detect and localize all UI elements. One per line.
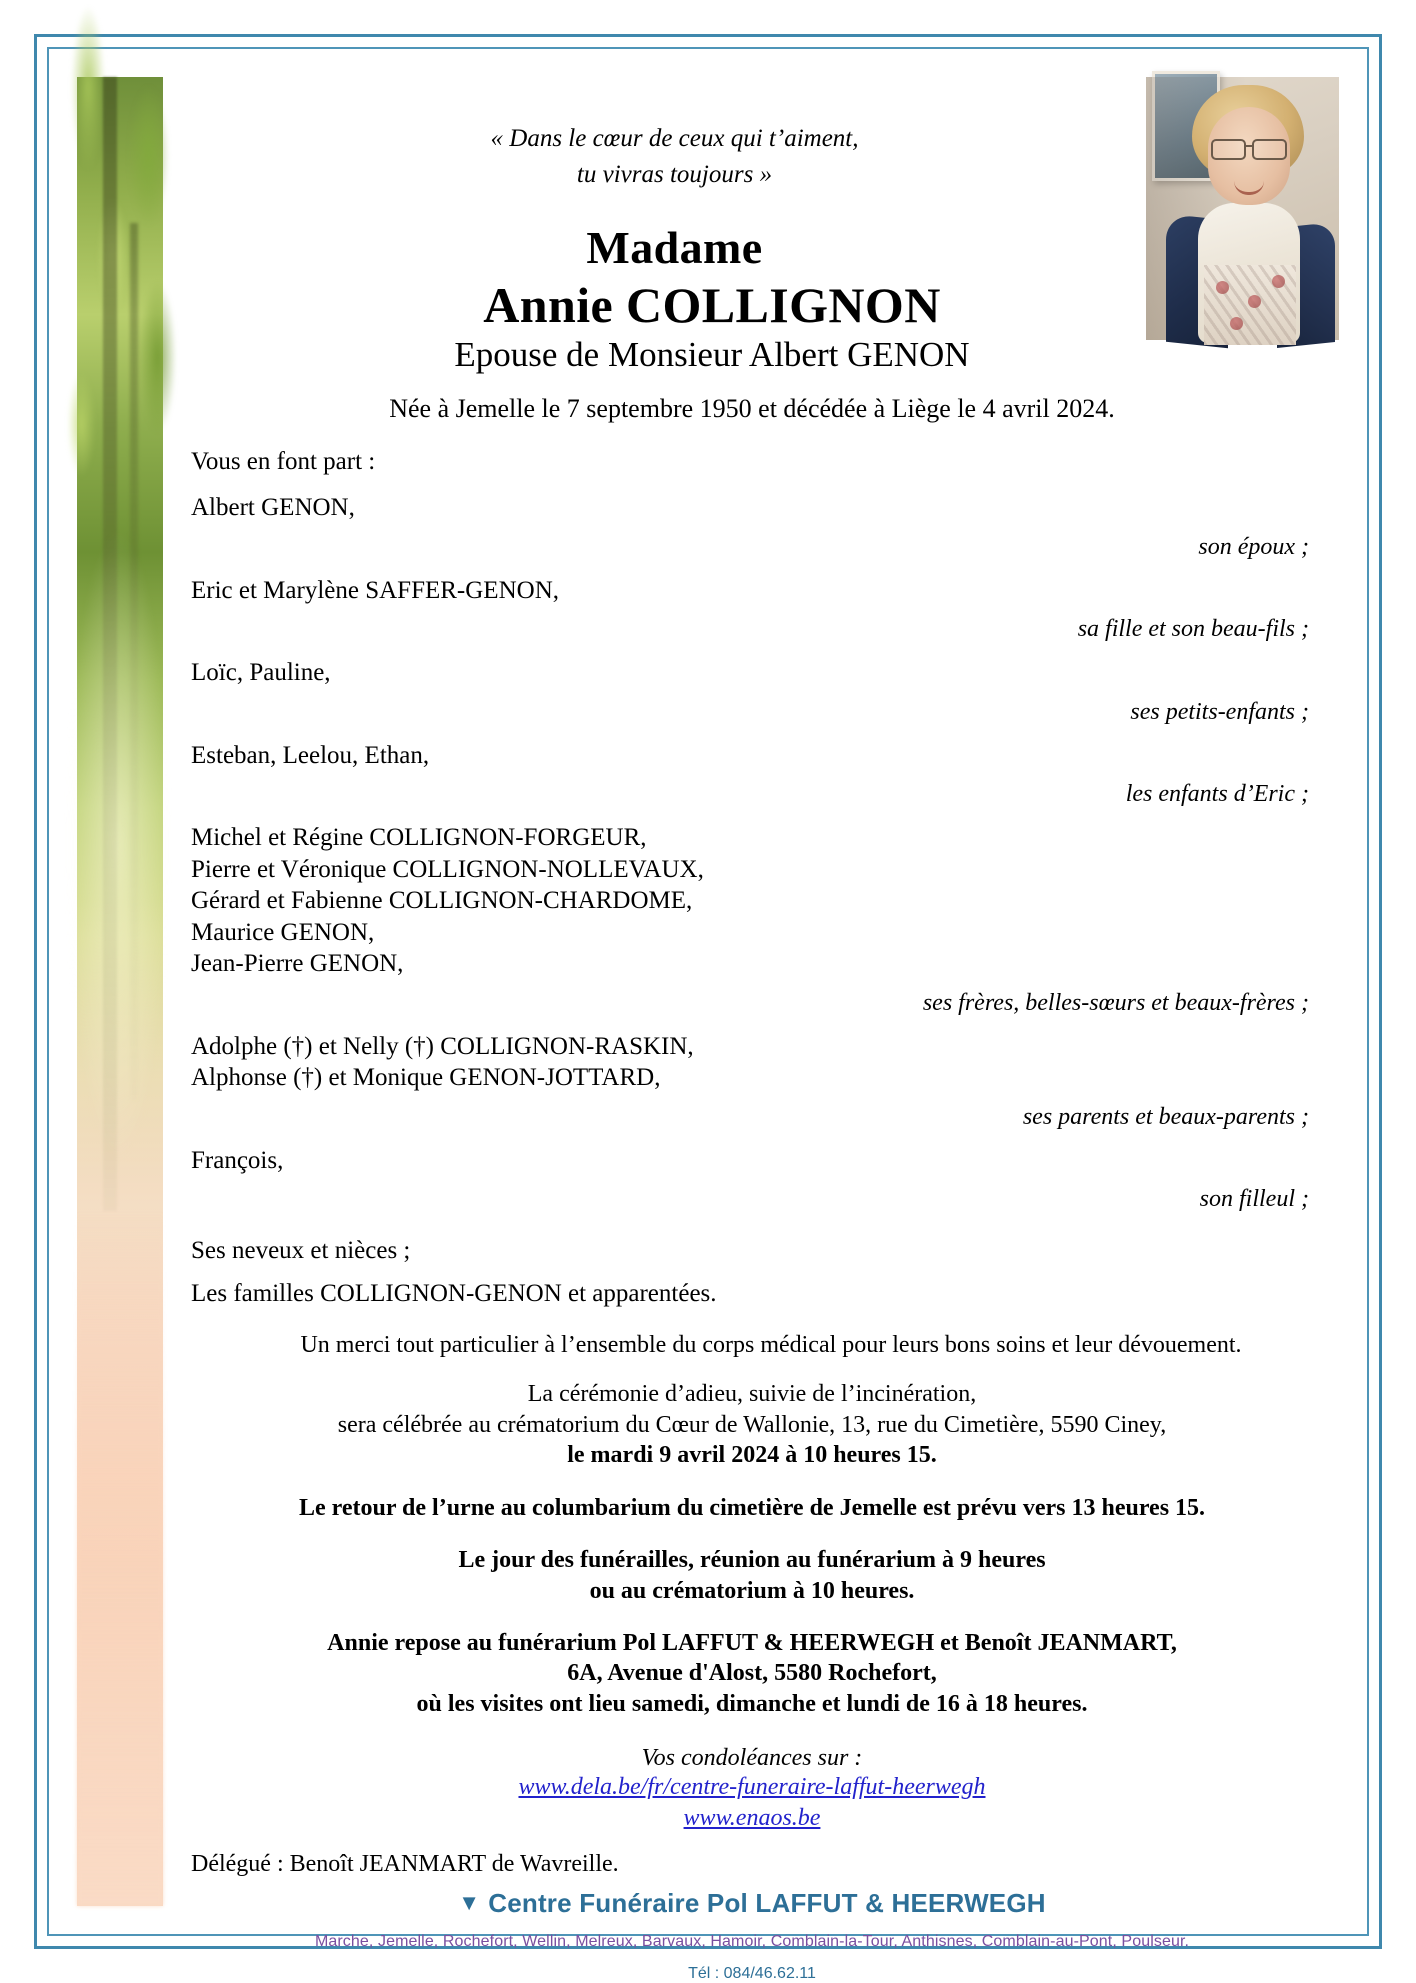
- relative-name: Alphonse (†) et Monique GENON-JOTTARD,: [191, 1064, 661, 1092]
- ceremony-datetime: le mardi 9 avril 2024 à 10 heures 15.: [567, 1442, 937, 1469]
- deceased-name: Annie COLLIGNON: [483, 276, 941, 333]
- spouse-line: Epouse de Monsieur Albert GENON: [454, 334, 970, 374]
- gathering-line-1: Le jour des funérailles, réunion au funérarium à 9 heures: [458, 1547, 1046, 1574]
- ceremony-block: [185, 1379, 1339, 1470]
- closing-line: Ses neveux et nièces ;: [191, 1237, 411, 1265]
- triangle-icon: ▼: [458, 1889, 481, 1915]
- condolences-link-dela[interactable]: www.dela.be/fr/centre-funeraire-laffut-heerwegh: [518, 1774, 986, 1801]
- condolences-block: [185, 1745, 1339, 1832]
- relative-name: Pierre et Véronique COLLIGNON-NOLLEVAUX,: [191, 855, 704, 883]
- relative-group: [185, 822, 1339, 1017]
- relative-name: Maurice GENON,: [191, 918, 375, 946]
- relative-group: [185, 657, 1339, 726]
- ceremony-line-2: sera célébrée au crématorium du Cœur de Wallonie, 13, rue du Cimetière, 5590 Ciney,: [337, 1411, 1167, 1438]
- announcement-lead: Vous en font part :: [191, 447, 376, 475]
- resting-line-2: 6A, Avenue d'Alost, 5580 Rochefort,: [567, 1660, 937, 1687]
- relative-names: [191, 740, 1339, 772]
- phone-number: Tél : 084/46.62.11: [688, 1964, 816, 1982]
- condolences-intro: Vos condoléances sur :: [641, 1745, 863, 1772]
- relative-name: François,: [191, 1146, 284, 1174]
- card-content: [185, 77, 1339, 1982]
- relative-names: [191, 575, 1339, 607]
- birth-death-line: Née à Jemelle le 7 septembre 1950 et décédée à Liège le 4 avril 2024.: [389, 393, 1115, 423]
- relation-label: son époux ;: [1198, 533, 1309, 560]
- epitaph: [185, 121, 1339, 192]
- relative-name: Jean-Pierre GENON,: [191, 950, 404, 978]
- closing-names: [185, 1235, 1339, 1310]
- relation-label: ses frères, belles-sœurs et beaux-frères ;: [922, 989, 1309, 1016]
- relation-label: ses petits-enfants ;: [1130, 698, 1309, 725]
- relative-group: [185, 1145, 1339, 1214]
- inner-border: [47, 47, 1369, 1982]
- delegate-line: Délégué : Benoît JEANMART de Wavreille.: [191, 1850, 619, 1877]
- resting-line-3: où les visites ont lieu samedi, dimanche et lundi de 16 à 18 heures.: [416, 1690, 1088, 1717]
- funeral-home-name: Centre Funéraire Pol LAFFUT & HEERWEGH: [488, 1887, 1046, 1918]
- relative-names: [191, 492, 1339, 524]
- condolences-link-enaos[interactable]: www.enaos.be: [683, 1804, 821, 1831]
- epitaph-line-1: « Dans le cœur de ceux qui t’aiment,: [490, 125, 859, 152]
- honorific: Madame: [586, 222, 763, 273]
- announcement-block: [185, 446, 1339, 479]
- relative-group: [185, 740, 1339, 809]
- relative-names: [191, 1031, 1339, 1094]
- relative-name: Esteban, Leelou, Ethan,: [191, 741, 430, 769]
- relation-label: sa fille et son beau-fils ;: [1077, 616, 1309, 643]
- relation-label: les enfants d’Eric ;: [1125, 781, 1309, 808]
- relative-names: [191, 1145, 1339, 1177]
- gathering-block: [185, 1545, 1339, 1606]
- relative-group: [185, 575, 1339, 644]
- relative-name: Adolphe (†) et Nelly (†) COLLIGNON-RASKIN,: [191, 1032, 694, 1060]
- urn-return-note: Le retour de l’urne au columbarium du cimetière de Jemelle est prévu vers 13 heures 15.: [298, 1494, 1206, 1521]
- closing-line: Les familles COLLIGNON-GENON et apparentées.: [191, 1279, 717, 1307]
- thanks-note: Un merci tout particulier à l’ensemble du corps médical pour leurs bons soins et leur dévouement.: [300, 1332, 1242, 1359]
- relative-name: Gérard et Fabienne COLLIGNON-CHARDOME,: [191, 887, 693, 915]
- relation-label: ses parents et beaux-parents ;: [1022, 1103, 1309, 1130]
- service-cities: Marche, Jemelle, Rochefort, Wellin, Melreux, Barvaux, Hamoir, Comblain-la-Tour, Anthisnes, Comblain-au-Pont, Poulseur.: [314, 1932, 1190, 1950]
- card-sheet: [55, 55, 1361, 1982]
- relative-names: [191, 822, 1339, 980]
- footer: [185, 1888, 1339, 1983]
- relative-name: Eric et Marylène SAFFER-GENON,: [191, 576, 559, 604]
- ceremony-line-1: La cérémonie d’adieu, suivie de l’incinération,: [527, 1381, 977, 1408]
- outer-border: [34, 34, 1382, 1982]
- resting-block: [185, 1628, 1339, 1719]
- relative-group: [185, 492, 1339, 561]
- water-reflection: [77, 1211, 163, 1906]
- epitaph-line-2: tu vivras toujours »: [576, 160, 773, 188]
- relative-names: [191, 657, 1339, 689]
- relative-name: Albert GENON,: [191, 494, 355, 522]
- funeral-home-brand: [185, 1888, 1319, 1919]
- relation-label: son filleul ;: [1199, 1186, 1309, 1213]
- forest-photo-strip: [77, 77, 163, 1906]
- relative-name: Loïc, Pauline,: [191, 659, 331, 687]
- relative-group: [185, 1031, 1339, 1131]
- resting-line-1: Annie repose au funérarium Pol LAFFUT & HEERWEGH et Benoît JEANMART,: [327, 1630, 1177, 1657]
- gathering-line-2: ou au crématorium à 10 heures.: [589, 1577, 915, 1604]
- relative-name: Michel et Régine COLLIGNON-FORGEUR,: [191, 824, 647, 852]
